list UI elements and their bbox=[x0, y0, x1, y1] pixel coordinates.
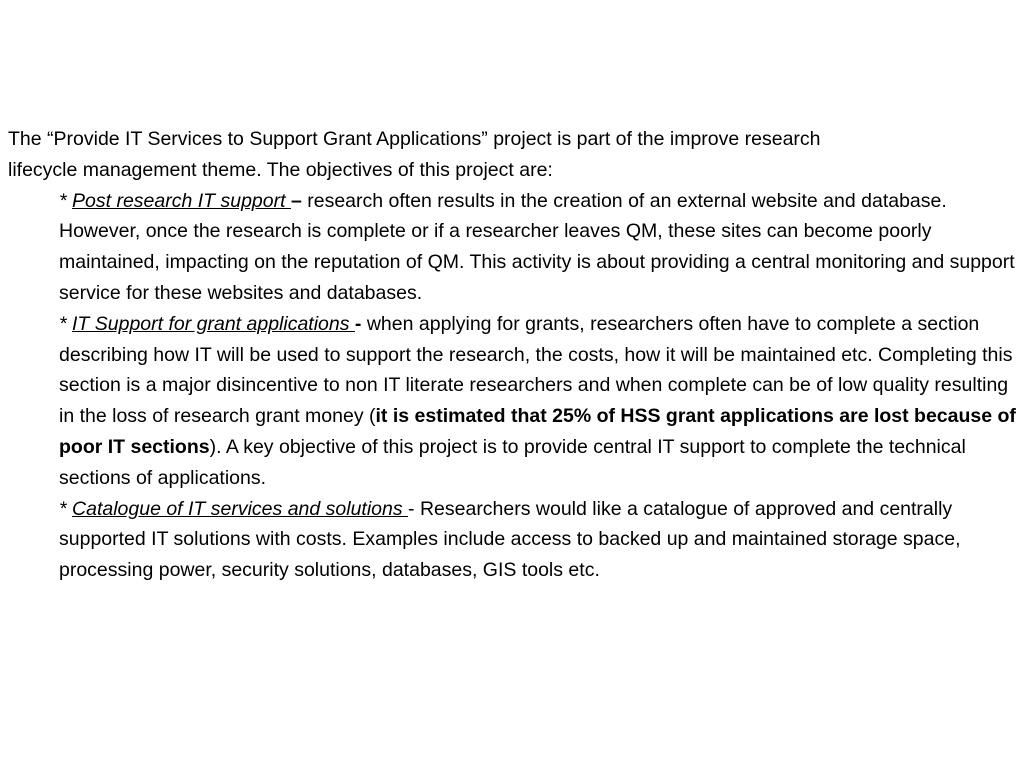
objective-text: research often results in the creation of an external website and database. However, once the research is complete or if a researcher leaves QM, these sites can become poorly maintained, impacting on the reputation of QM. This activity is about providing a central monitoring and support service for these websites and databases. bbox=[59, 189, 1015, 304]
objective-separator: - bbox=[408, 497, 415, 520]
objective-separator: - bbox=[354, 312, 362, 335]
objective-bold-statistic: it is estimated that 25% of HSS grant applications are lost because of poor IT sections bbox=[59, 405, 1016, 458]
slide-body bbox=[8, 124, 1018, 586]
objective-text: Researchers would like a catalogue of approved and centrally supported IT solutions with costs. Examples include access to backed up and maintained storage space, processing power, security solutions, databases, GIS tools etc. bbox=[59, 497, 961, 582]
objective-it-support-grant-applications bbox=[59, 309, 1018, 494]
objective-text-continued: ). A key objective of this project is to provide central IT support to complete the technical sections of applications. bbox=[59, 435, 966, 489]
objective-title: Catalogue of IT services and solutions bbox=[72, 497, 409, 520]
objective-catalogue-it-services bbox=[59, 494, 1018, 586]
bullet-asterisk: * bbox=[59, 312, 73, 335]
bullet-asterisk: * bbox=[59, 189, 73, 212]
objective-post-research-it-support bbox=[59, 186, 1018, 309]
objective-separator: – bbox=[290, 189, 302, 212]
intro-line-2: lifecycle management theme. The objectives of this project are: bbox=[8, 158, 553, 181]
objective-title: Post research IT support bbox=[72, 189, 291, 212]
intro-paragraph bbox=[8, 124, 1018, 186]
objective-text: when applying for grants, researchers often have to complete a section describing how IT will be used to support the research, the costs, how it will be maintained etc. Completing this section is a major disincentive to non IT literate researchers and when complete can be of low quality resulting in the loss of research grant money ( bbox=[59, 312, 1013, 428]
objective-title: IT Support for grant applications bbox=[72, 312, 355, 335]
bullet-asterisk: * bbox=[59, 497, 73, 520]
intro-line-1: The “Provide IT Services to Support Grant Applications” project is part of the improve research bbox=[8, 128, 821, 150]
